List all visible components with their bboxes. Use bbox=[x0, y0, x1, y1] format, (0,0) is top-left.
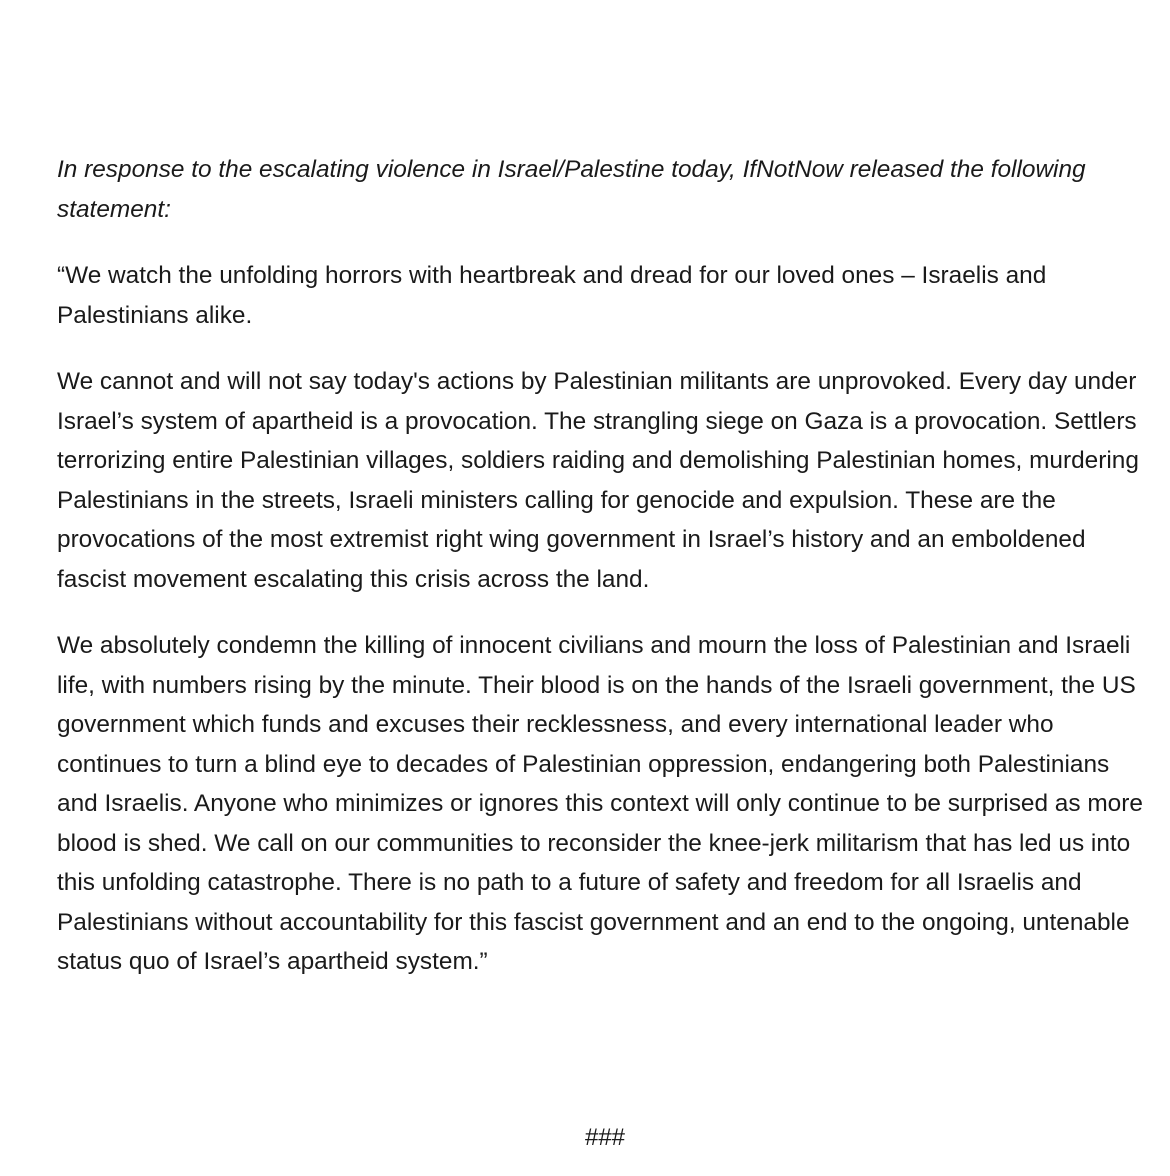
statement-paragraph-3: We absolutely condemn the killing of innocent civilians and mourn the loss of Palestinian and Israeli life, with numbers rising by the minute. Their blood is on the hands of the Israeli government, the US government which funds and excuses their recklessness, and every international leader who continues to turn a blind eye to decades of Palestinian oppression, endangering both Palestinians and Israelis. Anyone who minimizes or ignores this context will only continue to be surprised as more blood is shed. We call on our communities to reconsider the knee-jerk militarism that has led us into this unfolding catastrophe. There is no path to a future of safety and freedom for all Israelis and Palestinians without accountability for this fascist government and an end to the ongoing, untenable status quo of Israel’s apartheid system.” bbox=[57, 632, 1143, 975]
end-of-release-mark: ### bbox=[584, 1124, 626, 1151]
intro-paragraph: In response to the escalating violence in Israel/Palestine today, IfNotNow released the following statement: bbox=[57, 156, 1086, 223]
statement-document bbox=[57, 150, 1147, 982]
statement-paragraph-2: We cannot and will not say today's actions by Palestinian militants are unprovoked. Every day under Israel’s system of apartheid is a provocation. The strangling siege on Gaza is a provocation. Settlers terrorizing entire Palestinian villages, soldiers raiding and demolishing Palestinian homes, murdering Palestinians in the streets, Israeli ministers calling for genocide and expulsion. These are the provocations of the most extremist right wing government in Israel’s history and an emboldened fascist movement escalating this crisis across the land. bbox=[57, 368, 1139, 593]
statement-paragraph-1: “We watch the unfolding horrors with heartbreak and dread for our loved ones – Israelis and Palestinians alike. bbox=[57, 262, 1047, 329]
